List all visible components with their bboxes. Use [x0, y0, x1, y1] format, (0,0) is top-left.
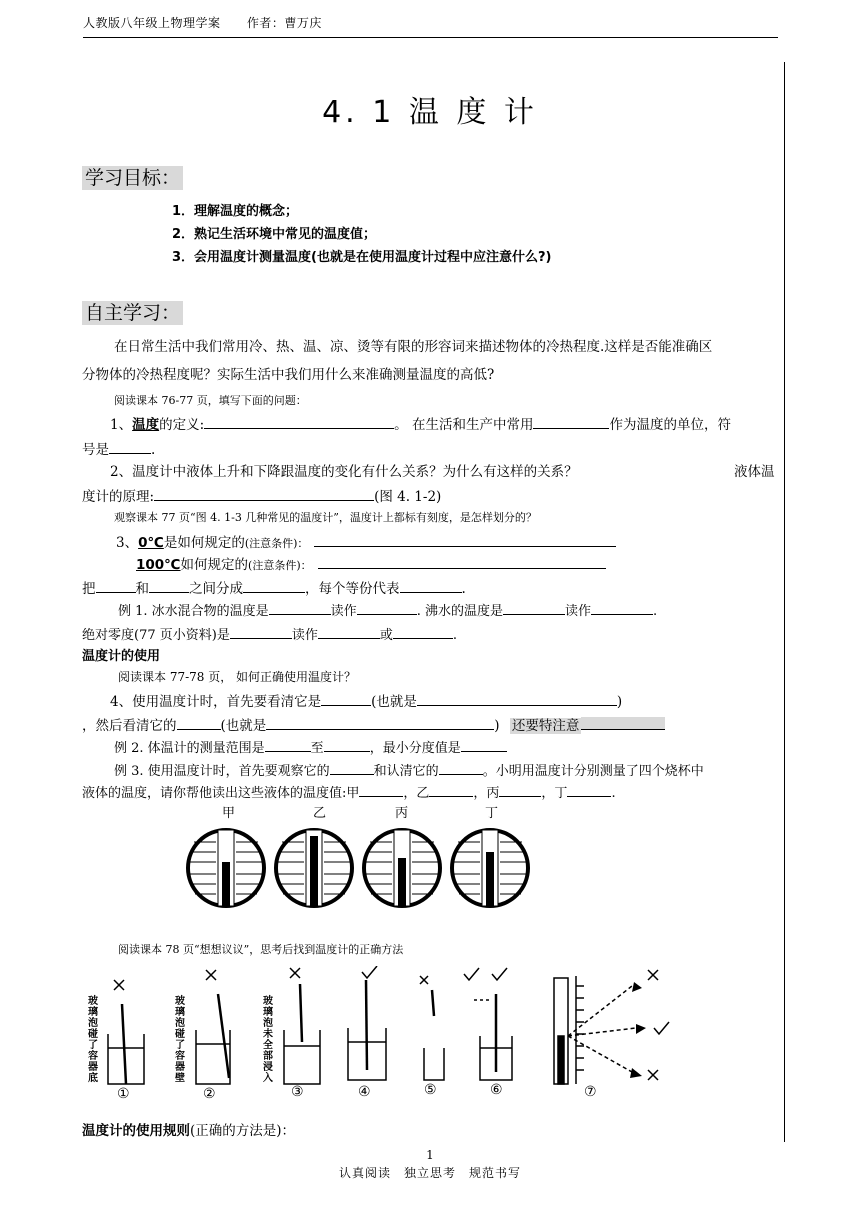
thermometer-yi	[276, 830, 352, 906]
figure-number-1: ①	[117, 1086, 130, 1102]
caption-1: 玻璃泡碰了容器底	[88, 996, 98, 1084]
figure-number-7: ⑦	[584, 1084, 597, 1100]
thermometer-usage-figure	[84, 966, 684, 1098]
margin-rule	[784, 62, 785, 1142]
goal-item-1: 1．理解温度的概念；	[172, 204, 299, 219]
blank-symbol[interactable]	[109, 441, 151, 454]
hundred-celsius: 100℃	[136, 557, 181, 573]
blank-principle[interactable]	[154, 488, 374, 501]
read-instruction-2: 观察课本 77 页“图 4. 1-3 几种常见的温度计”，温度计上都标有刻度，是怎样划分的？	[114, 511, 537, 524]
therm-label-bing: 丙	[395, 806, 409, 821]
question-4: 4、使用温度计时，首先要看清它是 (也就是 )	[110, 694, 623, 710]
thermometer-ding	[452, 830, 528, 906]
question-1-cont: 号是 .	[82, 442, 156, 458]
blank-hundred[interactable]	[318, 556, 606, 569]
intro-line-2: 分物体的冷热程度呢？实际生活中我们用什么来准确测量温度的高低?	[82, 367, 495, 383]
header-rule	[83, 37, 778, 38]
goal-item-2: 2．熟记生活环境中常见的温度值；	[172, 227, 377, 242]
goal-item-3: 3．会用温度计测量温度(也就是在使用温度计过程中应注意什么?)	[172, 250, 552, 265]
blank-zero[interactable]	[314, 534, 616, 547]
read-instruction-1: 阅读课本 76-77 页，填写下面的问题：	[114, 394, 307, 407]
thermometer-readings-figure	[186, 822, 536, 914]
header-author: 作者：曹万庆	[246, 16, 322, 30]
figure-number-5: ⑤	[424, 1082, 437, 1098]
rules-heading: 温度计的使用规则(正确的方法是)：	[82, 1123, 296, 1139]
example-1-cont: 绝对零度(77 页小资料)是 读作 或 .	[82, 628, 457, 643]
zero-celsius: 0℃	[138, 535, 164, 551]
example-3-cont: 液体的温度，请你帮他读出这些液体的温度值:甲 ，乙 ，丙 ，丁 .	[82, 786, 616, 801]
example-2: 例 2. 体温计的测量范围是 至 ，最小分度值是	[114, 737, 507, 756]
page-title: 4. 1 温 度 计	[322, 95, 538, 130]
usage-heading: 温度计的使用	[82, 649, 161, 664]
read-instruction-4: 阅读课本 78 页“想想议议”，思考后找到温度计的正确方法	[118, 943, 404, 956]
question-4-cont: ，然后看清它的 (也就是 ) 还要特注意	[82, 714, 665, 734]
question-3: 3、0℃是如何规定的(注意条件)：	[116, 531, 616, 551]
question-3-c: 把 和 之间分成 ，每个等份代表 .	[82, 581, 466, 597]
question-3-b: 100℃如何规定的(注意条件)：	[136, 553, 606, 573]
blank-unit[interactable]	[533, 416, 609, 429]
question-2: 2、温度计中液体上升和下降跟温度的变化有什么关系？为什么有这样的关系？	[110, 464, 578, 480]
example-1: 例 1. 冰水混合物的温度是 读作 . 沸水的温度是 读作 .	[118, 604, 658, 619]
figure-number-6: ⑥	[490, 1082, 503, 1098]
therm-label-yi: 乙	[313, 806, 327, 821]
example-3: 例 3. 使用温度计时，首先要观察它的 和认清它的 。小明用温度计分别测量了四个烧杯中	[114, 764, 704, 779]
blank-definition[interactable]	[204, 416, 394, 429]
term-temperature: 温度	[132, 417, 160, 433]
page-header	[83, 14, 322, 31]
question-1: 1、温度的定义: 。 在生活和生产中常用 作为温度的单位，符	[110, 417, 731, 433]
figure-number-2: ②	[203, 1086, 216, 1102]
thermometer-bing	[364, 830, 440, 906]
therm-label-jia: 甲	[222, 806, 236, 821]
therm-label-ding: 丁	[485, 806, 499, 821]
self-study-heading: 自主学习：	[82, 298, 183, 325]
intro-line-1: 在日常生活中我们常用冷、热、温、凉、烫等有限的形容词来描述物体的冷热程度.这样是否能准确区	[114, 339, 713, 355]
header-book: 人教版八年级上物理学案	[83, 16, 221, 30]
page-number: 1	[426, 1148, 434, 1162]
goals-heading: 学习目标：	[82, 163, 183, 190]
thermometer-jia	[188, 830, 264, 906]
question-2-cont: 度计的原理: (图 4. 1-2)	[82, 489, 442, 505]
footer-motto: 认真阅读 独立思考 规范书写	[338, 1166, 521, 1180]
figure-number-4: ④	[358, 1084, 371, 1100]
figure-number-3: ③	[291, 1084, 304, 1100]
caption-3: 玻璃泡未全部浸入	[263, 996, 273, 1084]
read-instruction-3: 阅读课本 77-78 页， 如何正确使用温度计？	[118, 670, 357, 684]
question-2-tail: 液体温	[734, 464, 775, 480]
caption-2: 玻璃泡碰了容器壁	[175, 996, 185, 1084]
